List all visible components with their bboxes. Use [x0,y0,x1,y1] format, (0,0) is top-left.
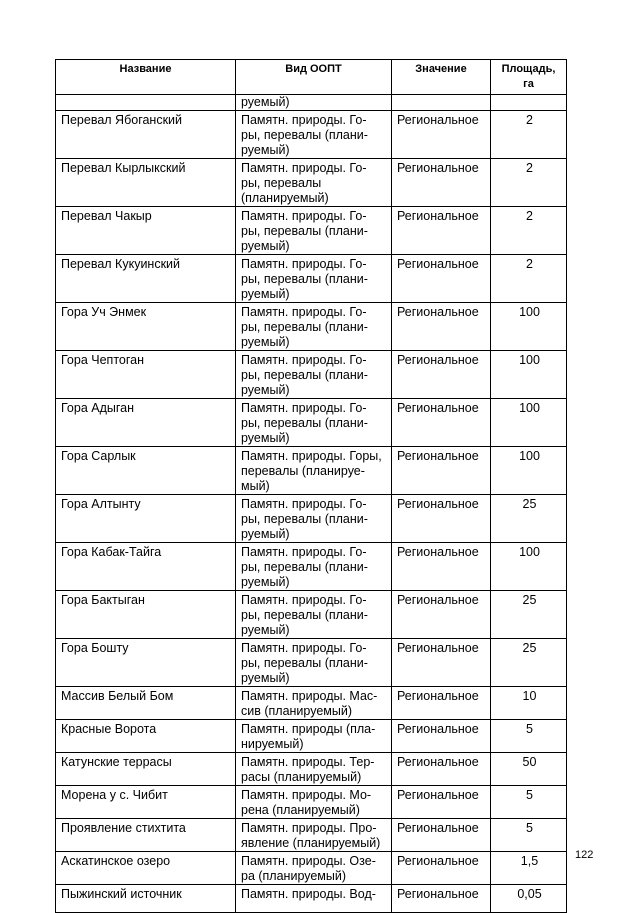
table-row [56,207,567,255]
area-cell: 25 [491,639,567,687]
table-row [56,753,567,786]
table-row [56,786,567,819]
area-cell: 2 [491,159,567,207]
table-row [56,111,567,159]
type-cell: Памятн. природы (пла- нируемый) [236,720,392,753]
area-cell: 100 [491,399,567,447]
name-cell: Морена у с. Чибит [56,786,236,819]
table-row [56,447,567,495]
area-cell: 0,05 [491,885,567,913]
continued-area-cell [491,95,567,111]
significance-cell: Региональное [392,687,491,720]
table-row [56,687,567,720]
significance-cell: Региональное [392,819,491,852]
header-area: Площадь, га [491,60,567,95]
type-cell: Памятн. природы. Про- явление (планируемый) [236,819,392,852]
table-row [56,819,567,852]
table-row [56,351,567,399]
continued-significance-cell [392,95,491,111]
area-cell: 5 [491,786,567,819]
name-cell: Перевал Ябоганский [56,111,236,159]
type-cell: Памятн. природы. Го- ры, перевалы (плани- руемый) [236,639,392,687]
type-cell: Памятн. природы. Го- ры, перевалы (плани- руемый) [236,399,392,447]
table-row [56,255,567,303]
significance-cell: Региональное [392,351,491,399]
continued-row [56,95,567,111]
table-row [56,885,567,913]
page-number: 122 [575,849,594,861]
significance-cell: Региональное [392,399,491,447]
type-cell: Памятн. природы. Го- ры, перевалы (плани- руемый) [236,591,392,639]
type-cell: Памятн. природы. Горы, перевалы (планируе- мый) [236,447,392,495]
area-cell: 2 [491,255,567,303]
type-cell: Памятн. природы. Мас- сив (планируемый) [236,687,392,720]
table-row [56,495,567,543]
name-cell: Проявление стихтита [56,819,236,852]
table-row [56,543,567,591]
area-cell: 50 [491,753,567,786]
type-cell: Памятн. природы. Мо- рена (планируемый) [236,786,392,819]
header-name: Название [56,60,236,95]
type-cell: Памятн. природы. Го- ры, перевалы (плани- руемый) [236,543,392,591]
significance-cell: Региональное [392,111,491,159]
name-cell: Аскатинское озеро [56,852,236,885]
area-cell: 25 [491,591,567,639]
area-cell: 5 [491,720,567,753]
table-row [56,591,567,639]
name-cell: Гора Уч Энмек [56,303,236,351]
name-cell: Гора Бошту [56,639,236,687]
significance-cell: Региональное [392,639,491,687]
name-cell: Красные Ворота [56,720,236,753]
significance-cell: Региональное [392,852,491,885]
significance-cell: Региональное [392,255,491,303]
type-cell: Памятн. природы. Го- ры, перевалы (плани- руемый) [236,255,392,303]
type-cell: Памятн. природы. Тер- расы (планируемый) [236,753,392,786]
area-cell: 100 [491,351,567,399]
type-cell: Памятн. природы. Озе- ра (планируемый) [236,852,392,885]
type-cell: Памятн. природы. Го- ры, перевалы (плани- руемый) [236,495,392,543]
name-cell: Гора Сарлык [56,447,236,495]
significance-cell: Региональное [392,207,491,255]
area-cell: 2 [491,207,567,255]
area-cell: 10 [491,687,567,720]
type-cell: Памятн. природы. Го- ры, перевалы (плани- руемый) [236,351,392,399]
table-row [56,159,567,207]
name-cell: Перевал Кырлыкский [56,159,236,207]
table-row [56,639,567,687]
type-cell: Памятн. природы. Го- ры, перевалы (плани- руемый) [236,207,392,255]
name-cell: Гора Бактыган [56,591,236,639]
type-cell: Памятн. природы. Го- ры, перевалы (плани- руемый) [236,303,392,351]
name-cell: Гора Чептоган [56,351,236,399]
oopt-table [55,59,567,913]
significance-cell: Региональное [392,447,491,495]
area-cell: 1,5 [491,852,567,885]
significance-cell: Региональное [392,303,491,351]
continued-type-cell: руемый) [236,95,392,111]
significance-cell: Региональное [392,543,491,591]
significance-cell: Региональное [392,495,491,543]
continued-name-cell [56,95,236,111]
table-header-row [56,60,567,95]
type-cell: Памятн. природы. Го- ры, перевалы (планируемый) [236,159,392,207]
significance-cell: Региональное [392,753,491,786]
significance-cell: Региональное [392,159,491,207]
area-cell: 2 [491,111,567,159]
significance-cell: Региональное [392,591,491,639]
area-cell: 25 [491,495,567,543]
name-cell: Пыжинский источник [56,885,236,913]
name-cell: Гора Адыган [56,399,236,447]
area-cell: 100 [491,543,567,591]
name-cell: Гора Алтынту [56,495,236,543]
table-row [56,303,567,351]
type-cell: Памятн. природы. Вод- [236,885,392,913]
header-type: Вид ООПТ [236,60,392,95]
area-cell: 5 [491,819,567,852]
type-cell: Памятн. природы. Го- ры, перевалы (плани- руемый) [236,111,392,159]
table-row [56,852,567,885]
area-cell: 100 [491,303,567,351]
significance-cell: Региональное [392,786,491,819]
table-row [56,720,567,753]
name-cell: Массив Белый Бом [56,687,236,720]
name-cell: Гора Кабак-Тайга [56,543,236,591]
area-cell: 100 [491,447,567,495]
table-row [56,399,567,447]
name-cell: Катунские террасы [56,753,236,786]
header-significance: Значение [392,60,491,95]
significance-cell: Региональное [392,885,491,913]
name-cell: Перевал Чакыр [56,207,236,255]
significance-cell: Региональное [392,720,491,753]
name-cell: Перевал Кукуинский [56,255,236,303]
